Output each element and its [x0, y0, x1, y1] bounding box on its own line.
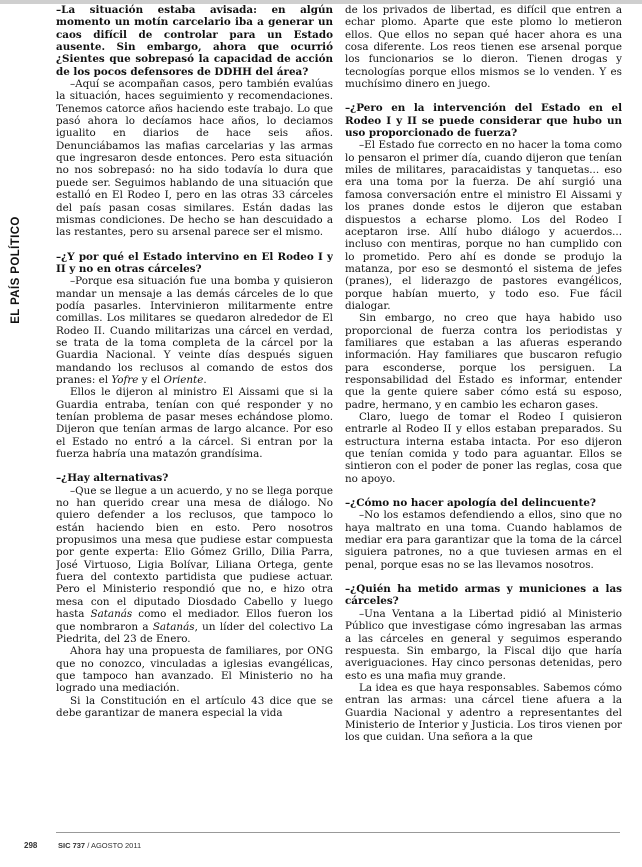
footer-rule: [56, 832, 620, 833]
answer-13: La idea es que haya responsables. Sabemos cómo entran las armas: una cárcel tiene afuera a la Guardia Nacional y adentro a representantes del Ministerio de Interior y Justicia. Los tiros vienen por los que cuidan. Una señora a la que: [345, 681, 622, 744]
answer-4-name-satanas-1: Satanás: [90, 608, 133, 621]
question-4: –¿Pero en la intervención del Estado en el Rodeo I y II se puede considerar que hubo un uso proporcionado de fuerza?: [345, 102, 622, 140]
section-label: [6, 170, 26, 370]
issue-date: / AGOSTO 2011: [87, 841, 142, 850]
magazine-issue: SIC 737: [58, 841, 86, 850]
question-3: –¿Hay alternativas?: [56, 472, 169, 485]
answer-4-name-satanas-2: Satanás: [152, 620, 195, 633]
answer-4-part-2: como el mediador. Ellos fueron los que nombraron a: [56, 608, 333, 633]
answer-11: –No los estamos defendiendo a ellos, sino que no haya maltrato en una toma. Cuando hablamos de mediar era para garantizar que la toma de la cárcel siguiera patrones, no a que tuviesen armas en el penal, porque esas no se las llevamos nosotros.: [345, 509, 622, 571]
answer-1: –Aquí se acompañan casos, pero también evalúas la situación, haces seguimiento y recomendaciones. Tenemos catorce años haciendo este trabajo. Lo que pasó ahora lo decíamos hace años, lo deciamos igualito en diarios de hace seis años. Denunciábamos las mafias carcelarias y las armas que ingresaron desde entonces. Pero esta situación no nos sobrepasó: no ha sido todavía lo dura que puede ser. Seguimos hablando de una situación que estalló en El Rodeo I, pero en las otras 33 cárceles del país pasan cosas similares. Están dadas las mismas condiciones. De hecho se han descuidado a las restantes, pero su arsenal parece ser el mismo.: [56, 78, 333, 239]
right-column: [345, 4, 622, 830]
question-5: –¿Cómo no hacer apología del delincuente?: [345, 497, 596, 510]
answer-6: Si la Constitución en el artículo 43 dice que se debe garantizar de manera especial la vida: [56, 694, 333, 719]
answer-7: de los privados de libertad, es difícil que entren a echar plomo. Aparte que este plomo lo metieron ellos. Que ellos no sepan qué hacer ahora es una cosa diferente. Los reos tienen ese arsenal porque los funcionarios se lo dieron. Tienen drogas y tecnologías porque ellos mismos se lo venden. Y es muchísimo dinero en juego.: [345, 4, 622, 91]
answer-8: –El Estado fue correcto en no hacer la toma como lo pensaron el primer día, cuando dijeron que tenían miles de militares, paracaidistas y tanquetas... eso era una toma por la fuerza. De ahí surgió una famosa conversación entre el ministro El Aissami y los pranes donde estos le dijeron que estaban dispuestos a echarse plomo. Los del Rodeo I aceptaron irse. Allí hubo diálogo y acuerdos... incluso con mentiras, porque no han cumplido con lo prometido. Pero ahí es donde se produjo la matanza, por eso se desmontó el sistema de jefes (pranes), el liderazgo de pastores evangélicos, porque habían muerto, y todo eso. Fue fácil dialogar.: [345, 139, 622, 312]
left-column: [56, 4, 333, 830]
answer-4-part-1: –Que se llegue a un acuerdo, y no se llega porque no han querido crear una mesa de diálogo. No quiero defender a los reclusos, que tampoco lo están haciendo bien en esto. Pero nosotros propusimos una mesa que pudiese estar compuesta por gente experta: Elio Gómez Grillo, Dilia Parra, José Virtuoso, Ligia Bolívar, Liliana Ortega, gente fuera del contexto partidista que pudiese actuar. Pero el Ministerio respondió que no, e hizo otra mesa con el diputado Diosdado Cabello y luego hasta: [56, 484, 333, 621]
answer-2-name-oriente: Oriente: [163, 373, 204, 386]
answer-4-part-3: , un líder del colectivo La Piedrita, del 23 de Enero.: [56, 620, 333, 645]
issue-info: [58, 841, 141, 850]
answer-2-name-yofre: Yofre: [111, 373, 139, 386]
answer-2-part-1: –Porque esa situación fue una bomba y quisieron mandar un mensaje a las demás cárceles de lo que podía pasarles. Intervinieron militarmente entre comillas. Los militares se quedaron alrededor de El Rodeo II. Cuando militarizas una cárcel en verdad, se trata de la toma completa de la cárcel por la Guardia Nacional. Y veinte días después siguen mandando los reclusos al comando de estos dos pranes: el: [56, 275, 333, 386]
section-label-text: EL PAÍS POLÍTICO: [10, 216, 23, 324]
answer-5: Ahora hay una propuesta de familiares, por ONG que no conozco, vinculadas a iglesias evangélicas, que tampoco han avanzado. El Ministerio no ha logrado una mediación.: [56, 645, 333, 695]
answer-3: Ellos le dijeron al ministro El Aissami que si la Guardia entraba, tenían con qué responder y no tenían problema de pasar meses echándose plomo. Dijeron que tenían armas de largo alcance. Por eso el Estado no entró a la cárcel. Si entran por la fuerza habría una matazón grandísima.: [56, 386, 333, 461]
answer-2-part-2: y el: [138, 373, 164, 386]
answer-9: Sin embargo, no creo que haya habido uso proporcional de fuerza contra los periodistas y familiares que estaban a las afueras esperando información. Hay familiares que buscaron refugio para esconderse, porque los persiguen. La responsabilidad del Estado es informar, entender que la gente quiere saber cómo está su esposo, padre, hermano, y en cambio les echaron gases.: [345, 312, 622, 411]
answer-12: –Una Ventana a la Libertad pidió al Ministerio Público que investigase cómo ingresaban las armas a las cárceles en general y seguimos esperando respuesta. Sin embargo, la Fiscal dijo que haría averiguaciones. Hay cinco personas detenidas, pero esto es una mafia muy grande.: [345, 607, 622, 682]
answer-2-part-3: .: [203, 373, 207, 386]
page-footer: [0, 836, 642, 864]
question-2: –¿Y por qué el Estado intervino en El Rodeo I y II y no en otras cárceles?: [56, 250, 333, 275]
answer-4: [56, 485, 333, 645]
question-6: –¿Quién ha metido armas y municiones a las cárceles?: [345, 583, 622, 608]
answer-10: Claro, luego de tomar el Rodeo I quisieron entrarle al Rodeo II y ellos estaban preparados. Su estructura interna estaba intacta. Por eso dijeron que tenían comida y todo para aguantar. Ellos se sintieron con el poder de poner las reglas, cosa que no apoyo.: [345, 411, 622, 485]
answer-2: [56, 275, 333, 386]
question-1: –La situación estaba avisada: en algún momento un motín carcelario iba a generar un caos difícil de controlar para un Estado ausente. Sin embargo, ahora que ocurrió ¿Sientes que sobrepasó la capacidad de acción de los pocos defensores de DDHH del área?: [56, 4, 333, 78]
page-number: 298: [24, 841, 38, 850]
